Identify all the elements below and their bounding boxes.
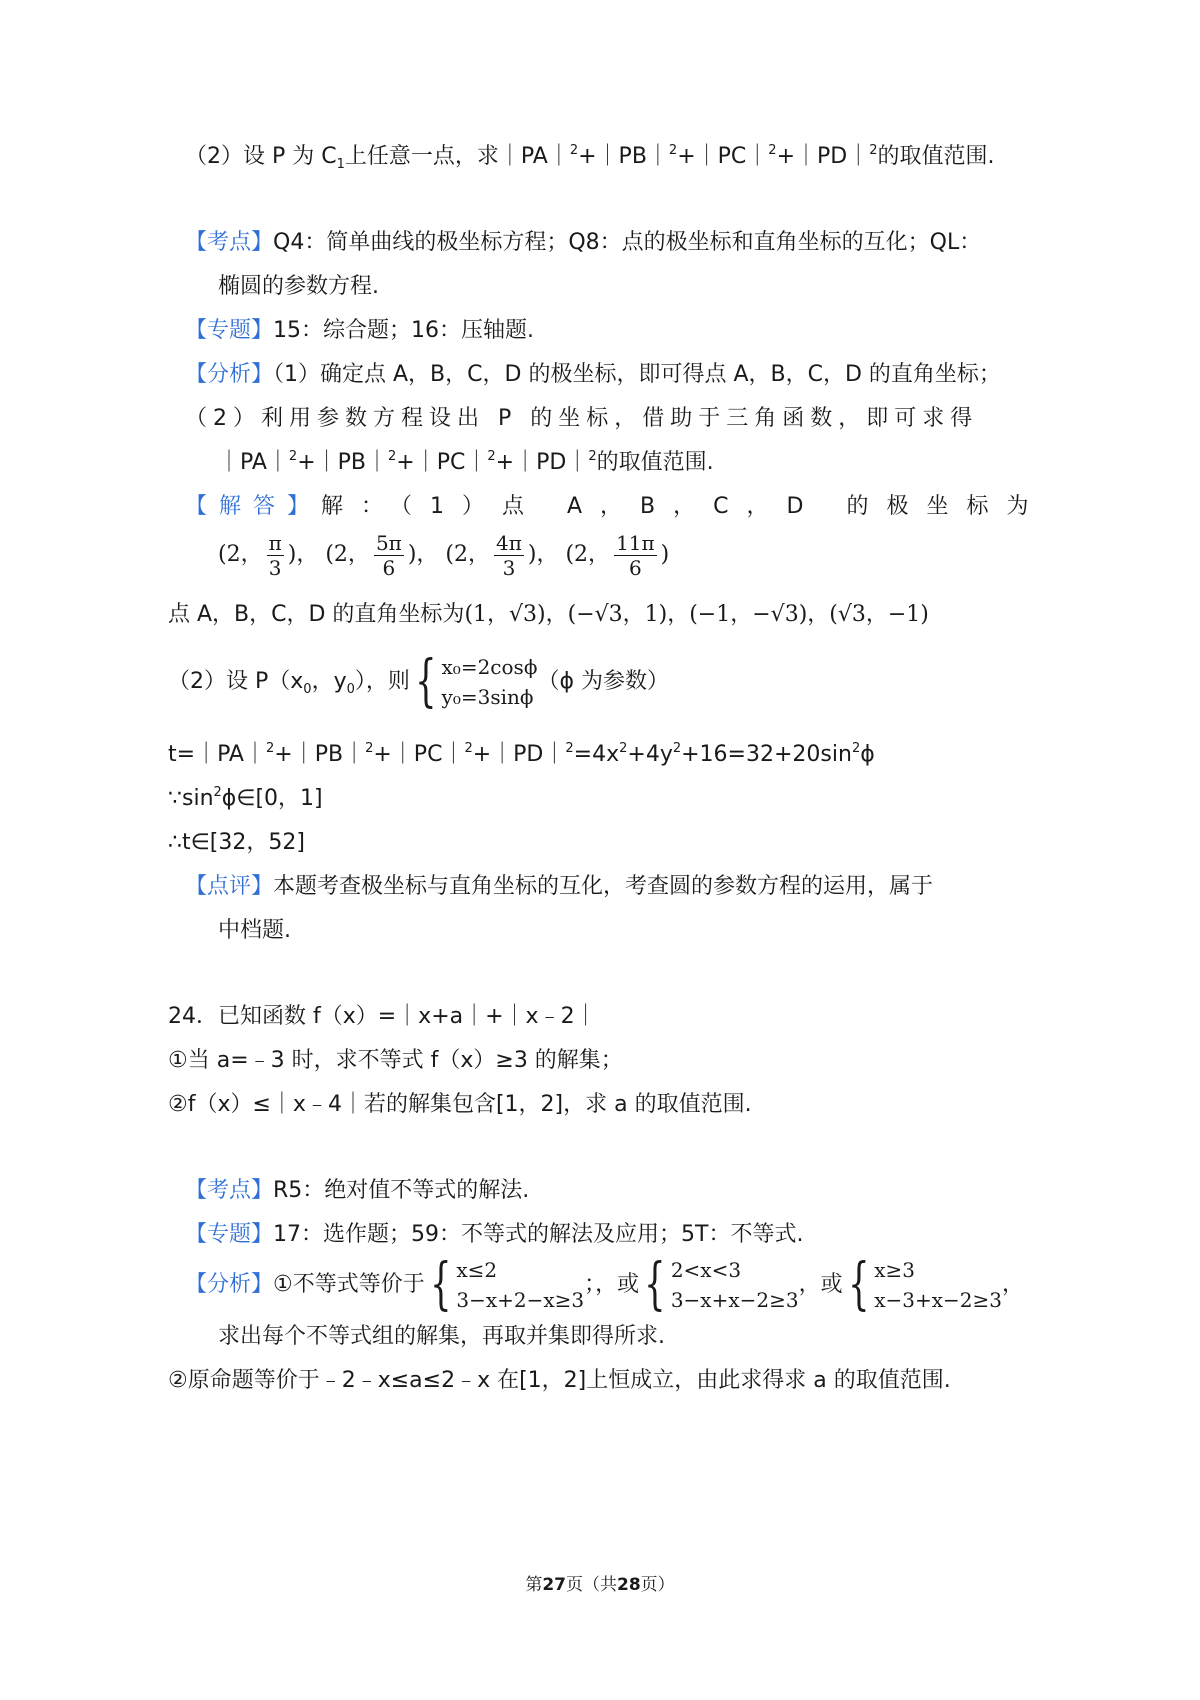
inequality-system-1: x≤2 3−x+2−x≥3 xyxy=(456,1258,585,1312)
q23-t-expression: $t=|PA|^2+|PB|^2+|PC|^2+|PD|^2=4x^2+4y^2+16=32+20\sin^2\phi$ xyxy=(168,741,875,767)
q23-polar-coords: (2， $\frac{\pi}{3}$ )， (2， $\frac{5\pi}{6}$ )， (2， $\frac{4\pi}{3}$ )， (2， $\frac{11\pi}{6}$ ) xyxy=(218,530,670,580)
dianping-tag: 【点评】 xyxy=(185,874,274,899)
q24-part1: ①当 a=﹣3 时，求不等式 f（x）≥3 的解集； xyxy=(168,1048,623,1073)
q24-fenxi-line3: ②原命题等价于﹣2﹣x≤a≤2﹣x 在[1，2]上恒成立，由此求得求 a 的取值范围. xyxy=(168,1368,951,1393)
inequality-system-2: 2<x<3 3−x+x−2≥3 xyxy=(670,1258,799,1312)
q23-fenxi-line3: ｜PA｜$^2$+｜PB｜$^2$+｜PC｜$^2$+｜PD｜$^2$的取值范围. xyxy=(218,449,714,475)
zhuanti-tag: 【专题】 xyxy=(185,318,274,343)
q23-part2-question: （2）设 P 为 $C_1$上任意一点，求｜PA｜$^2$+｜PB｜$^2$+｜PC｜$^2$+｜PD｜$^2$的取值范围. xyxy=(185,143,995,172)
fraction: $\frac{5\pi}{6}$ xyxy=(375,530,402,580)
equation-system: x₀=2cosϕ y₀=3sinϕ xyxy=(441,655,538,709)
q23-part2-solution: （2）设 $P(x_0$，$y_0$），则{ x₀=2cosϕ y₀=3sinϕ （ϕ 为参数） xyxy=(168,649,669,714)
q23-fenxi: 【分析】（1）确定点 A，B，C，D 的极坐标，即可得点 A，B，C，D 的直角坐标； xyxy=(185,362,1001,387)
q23-jieda: 【解答】解：（1）点 A，B，C，D 的极坐标为 xyxy=(185,494,1047,519)
q24-fenxi: 【分析】①不等式等价于{ x≤2 3−x+2−x≥3 ；，或{ 2<x<3 3−x+x−2≥3 ，或{ x≥3 x−3+x−2≥3 ， xyxy=(185,1252,1025,1317)
inequality-system-3: x≥3 x−3+x−2≥3 xyxy=(874,1258,1002,1312)
q23-fenxi-line2: （2）利用参数方程设出 P 的坐标，借助于三角函数，即可求得 xyxy=(185,406,979,431)
q23-zhuanti: 【专题】15：综合题；16：压轴题. xyxy=(185,318,534,343)
page-number: 27 xyxy=(542,1575,566,1595)
fenxi-tag: 【分析】 xyxy=(185,362,274,387)
q23-kaodian: 【考点】Q4：简单曲线的极坐标方程；Q8：点的极坐标和直角坐标的互化；QL： xyxy=(185,230,982,255)
q23-dianping: 【点评】本题考查极坐标与直角坐标的互化，考查圆的参数方程的运用，属于 xyxy=(185,874,934,899)
left-brace-icon: { xyxy=(644,1252,666,1317)
fenxi-tag: 【分析】 xyxy=(185,1272,274,1297)
left-brace-icon: { xyxy=(415,649,437,714)
jieda-tag: 【解答】 xyxy=(185,494,322,519)
kaodian-tag: 【考点】 xyxy=(185,230,274,255)
kaodian-tag: 【考点】 xyxy=(185,1178,274,1203)
page-footer: 第27页（共28页） xyxy=(525,1575,675,1595)
q23-kaodian-cont: 椭圆的参数方程. xyxy=(218,274,379,299)
q23-because: $\because\sin^2\phi\in[0$，1] xyxy=(168,785,323,811)
fraction: $\frac{11\pi}{6}$ xyxy=(616,530,655,580)
q24-zhuanti: 【专题】17：选作题；59：不等式的解法及应用；5T：不等式. xyxy=(185,1222,804,1247)
q24-part2: ②f（x）≤｜x﹣4｜若的解集包含[1，2]，求 a 的取值范围. xyxy=(168,1092,752,1117)
total-pages: 28 xyxy=(617,1575,641,1595)
fraction: $\frac{4\pi}{3}$ xyxy=(496,530,522,580)
q24-fenxi-line2: 求出每个不等式组的解集，再取并集即得所求. xyxy=(218,1324,665,1349)
q23-dianping-cont: 中档题. xyxy=(218,918,291,943)
zhuanti-tag: 【专题】 xyxy=(185,1222,274,1247)
q23-therefore: ∴t∈[32，52] xyxy=(168,830,305,855)
q24-statement: 24．已知函数 f（x）=｜x+a｜+｜x﹣2｜ xyxy=(168,1004,597,1029)
q24-kaodian: 【考点】R5：绝对值不等式的解法. xyxy=(185,1178,530,1203)
left-brace-icon: { xyxy=(429,1252,452,1317)
fraction: $\frac{\pi}{3}$ xyxy=(268,530,282,580)
q23-rect-coords: 点 A，B，C，D 的直角坐标为(1，√3)，(−√3，1)，(−1，−√3)，(√3，−1) xyxy=(168,602,929,627)
left-brace-icon: { xyxy=(847,1252,870,1317)
